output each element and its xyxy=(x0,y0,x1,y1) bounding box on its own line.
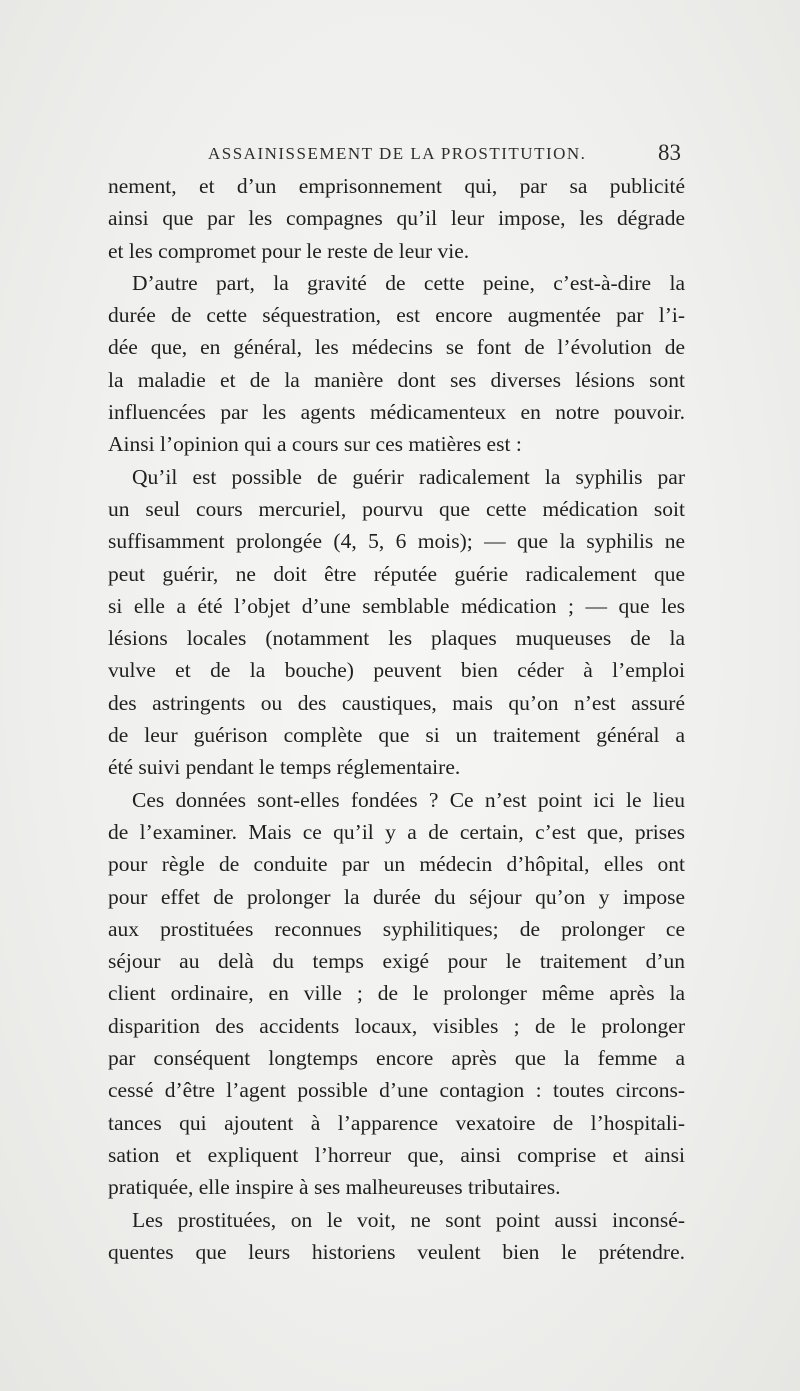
text-line: ainsi que par les compagnes qu’il leur impose, les dégrade xyxy=(108,206,685,231)
text-line: vulve et de la bouche) peuvent bien céder à l’emploi xyxy=(108,658,685,683)
text-line: tances qui ajoutent à l’apparence vexatoire de l’hospitali- xyxy=(108,1110,685,1135)
text-line: Les prostituées, on le voit, ne sont point aussi inconsé- xyxy=(132,1207,685,1232)
text-line: cessé d’être l’agent possible d’une contagion : toutes circons- xyxy=(108,1078,685,1103)
text-line: peut guérir, ne doit être réputée guérie radicalement que xyxy=(108,561,685,586)
text-line: durée de cette séquestration, est encore augmentée par l’i- xyxy=(108,303,685,328)
text-line: Ainsi l’opinion qui a cours sur ces matières est : xyxy=(108,432,522,457)
text-line: Qu’il est possible de guérir radicalement la syphilis par xyxy=(132,464,685,489)
text-line: de l’examiner. Mais ce qu’il y a de certain, c’est que, prises xyxy=(108,819,685,844)
text-line: quentes que leurs historiens veulent bien le prétendre. xyxy=(108,1239,685,1264)
text-line: pour règle de conduite par un médecin d’hôpital, elles ont xyxy=(108,852,685,877)
text-line: pour effet de prolonger la durée du séjour qu’on y impose xyxy=(108,884,685,909)
text-line: influencées par les agents médicamenteux en notre pouvoir. xyxy=(108,400,685,425)
page-number: 83 xyxy=(658,140,681,165)
text-line: aux prostituées reconnues syphilitiques; de prolonger ce xyxy=(108,916,685,941)
text-line: la maladie et de la manière dont ses diverses lésions sont xyxy=(108,367,685,392)
text-line: été suivi pendant le temps réglementaire. xyxy=(108,755,461,780)
text-line: lésions locales (notamment les plaques muqueuses de la xyxy=(108,626,685,651)
text-line: Ces données sont-elles fondées ? Ce n’est point ici le lieu xyxy=(132,787,685,812)
body-text xyxy=(108,170,685,1268)
text-line: dée que, en général, les médecins se font de l’évolution de xyxy=(108,335,685,360)
text-line: suffisamment prolongée (4, 5, 6 mois); — que la syphilis ne xyxy=(108,529,685,554)
text-line: un seul cours mercuriel, pourvu que cette médication soit xyxy=(108,496,685,521)
text-line: disparition des accidents locaux, visibles ; de le prolonger xyxy=(108,1013,685,1038)
text-line: et les compromet pour le reste de leur vie. xyxy=(108,238,470,263)
running-title: ASSAINISSEMENT DE LA PROSTITUTION. xyxy=(208,144,587,163)
text-line: séjour au delà du temps exigé pour le traitement d’un xyxy=(108,949,685,974)
text-line: pratiquée, elle inspire à ses malheureuses tributaires. xyxy=(108,1175,561,1200)
text-line: par conséquent longtemps encore après que la femme a xyxy=(108,1046,685,1071)
text-line: sation et expliquent l’horreur que, ainsi comprise et ainsi xyxy=(108,1142,685,1167)
text-line: des astringents ou des caustiques, mais qu’on n’est assuré xyxy=(108,690,685,715)
text-line: D’autre part, la gravité de cette peine, c’est-à-dire la xyxy=(132,270,685,295)
text-line: nement, et d’un emprisonnement qui, par sa publicité xyxy=(108,174,685,198)
text-line: de leur guérison complète que si un traitement général a xyxy=(108,723,685,748)
text-line: client ordinaire, en ville ; de le prolonger même après la xyxy=(108,981,685,1006)
running-head xyxy=(108,140,683,170)
text-line: si elle a été l’objet d’une semblable médication ; — que les xyxy=(108,593,685,618)
